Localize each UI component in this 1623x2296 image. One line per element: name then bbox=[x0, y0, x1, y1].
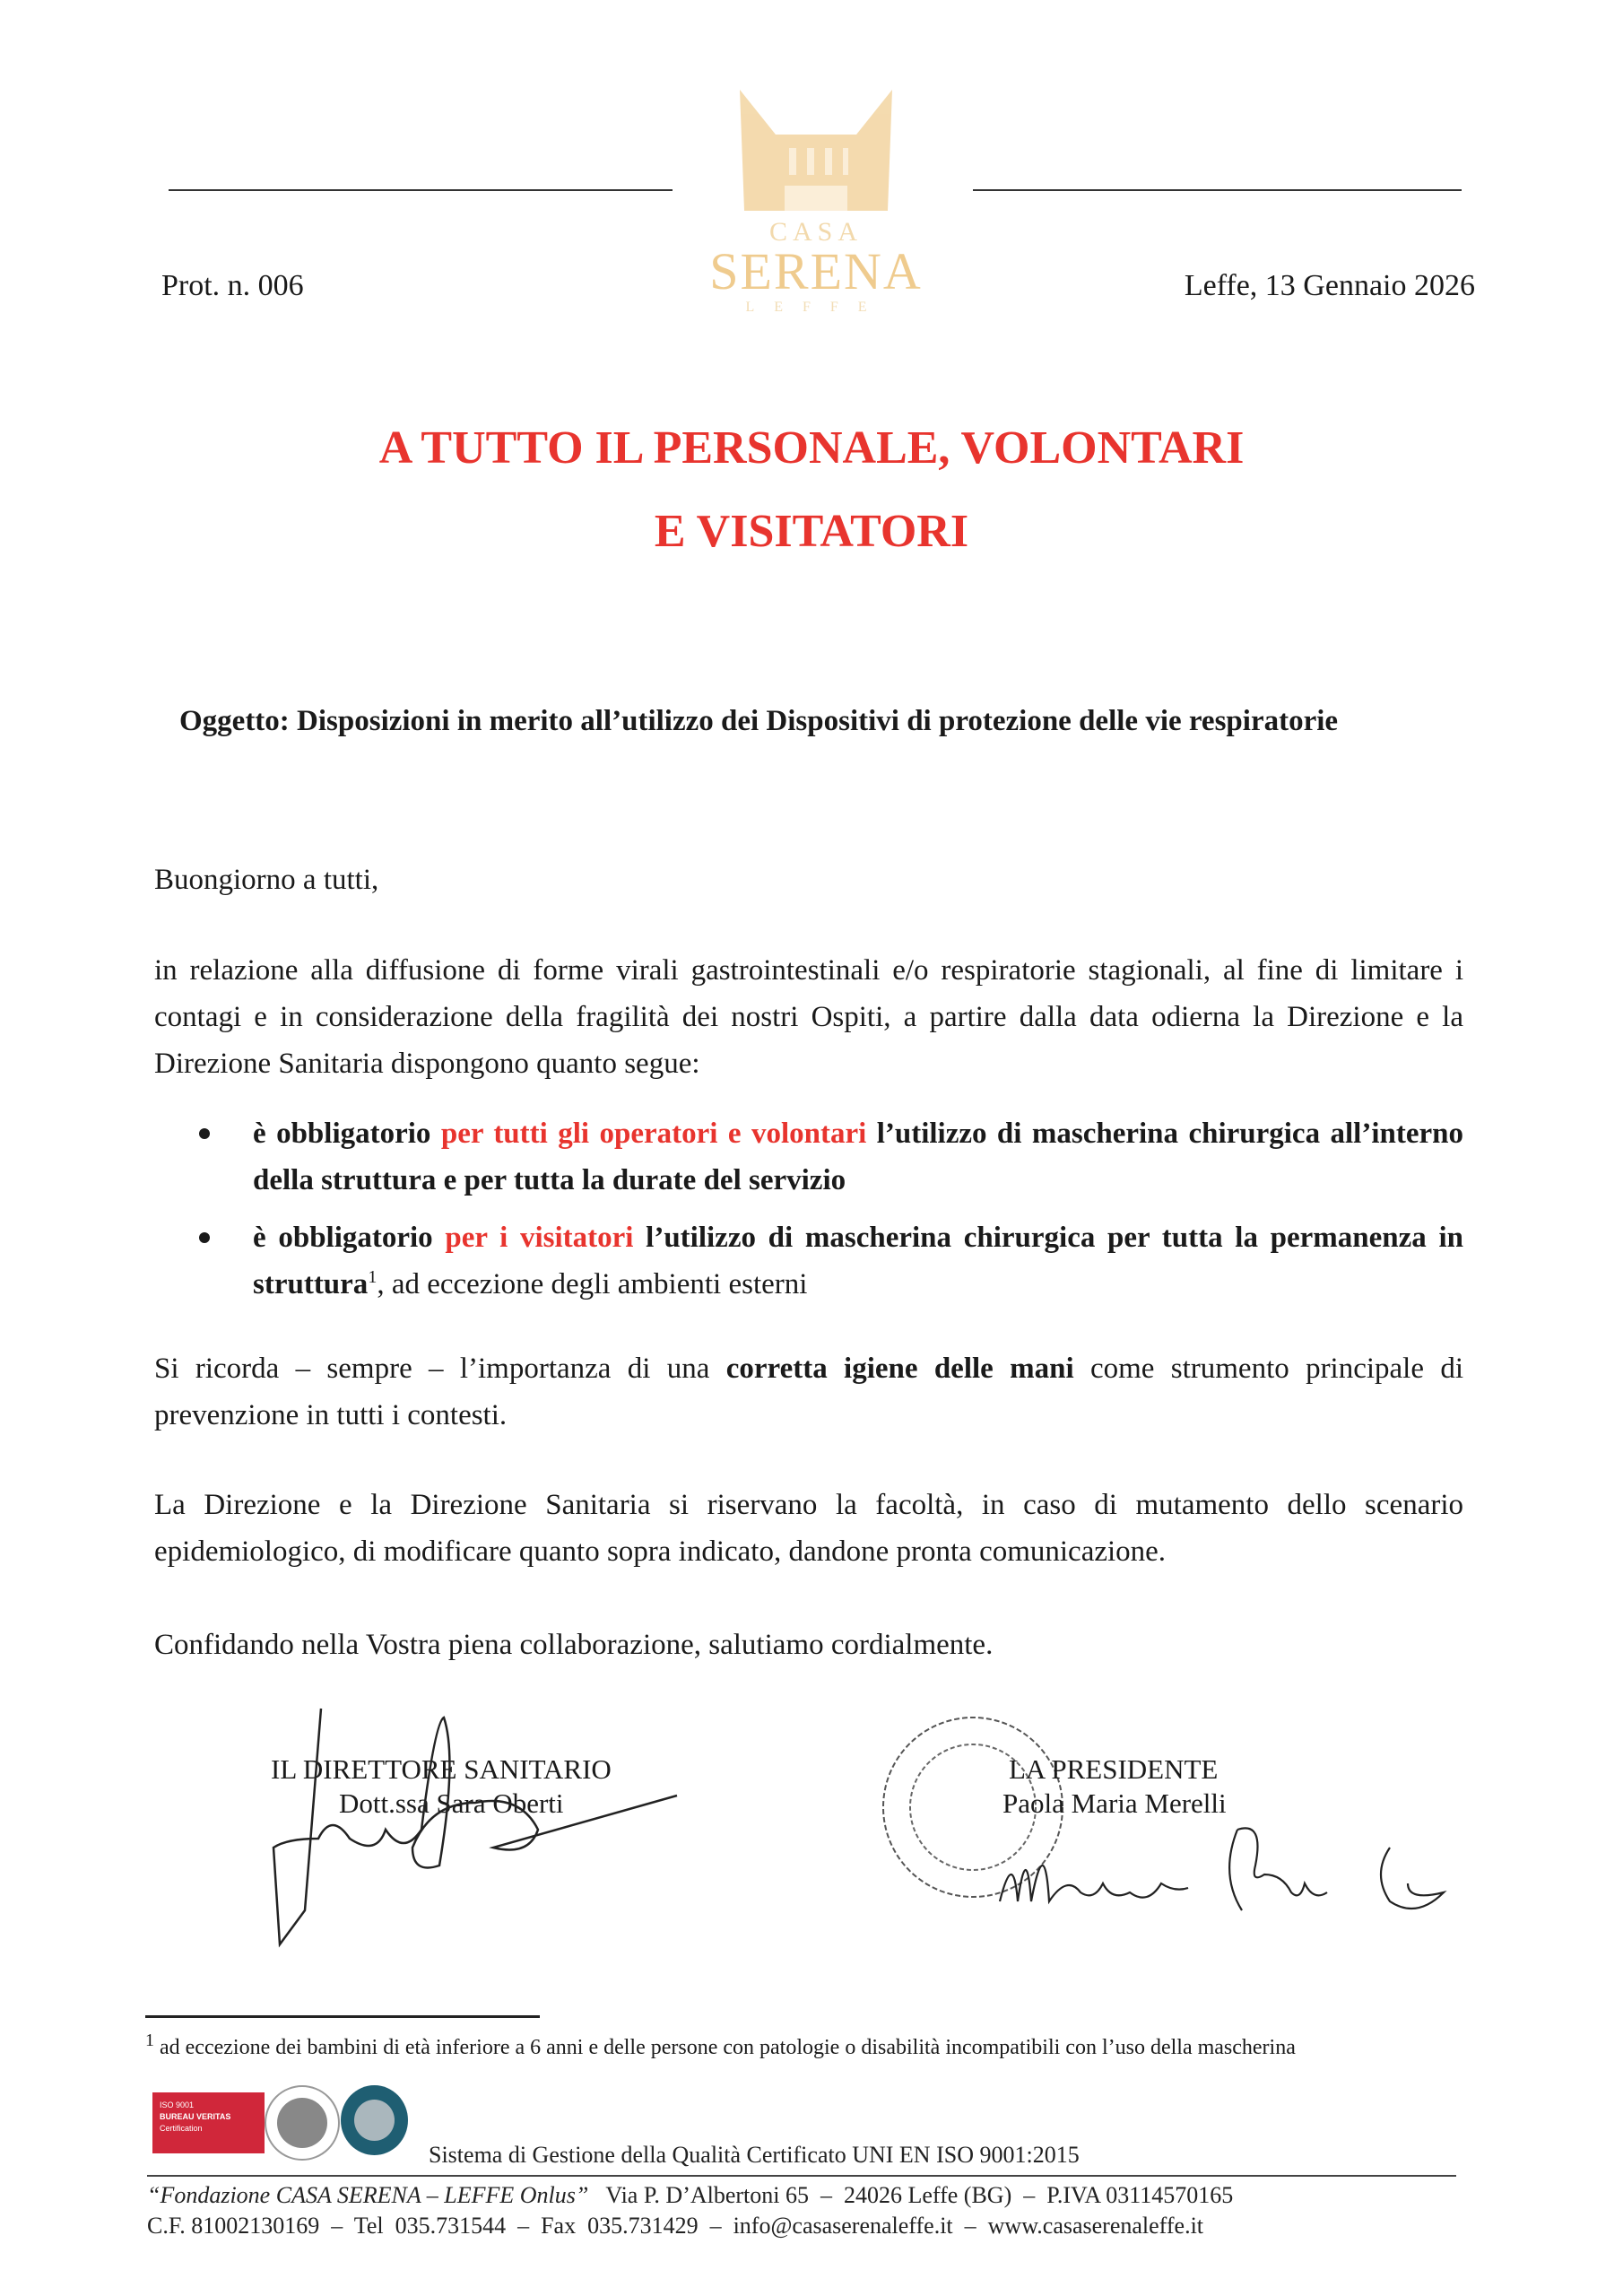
signatory-left-name: Dott.ssa Sara Oberti bbox=[339, 1787, 564, 1819]
place-date: Leffe, 13 Gennaio 2026 bbox=[1184, 269, 1475, 302]
bureau-veritas-badge bbox=[152, 2092, 265, 2153]
bullet-icon bbox=[199, 1232, 210, 1243]
header-rule-right bbox=[973, 189, 1462, 191]
signatory-right-title: LA PRESIDENTE bbox=[1009, 1753, 1219, 1785]
footnote-rule bbox=[145, 2015, 540, 2018]
badge-bv-text: BUREAU VERITAS bbox=[160, 2112, 231, 2121]
bullet-icon bbox=[199, 1128, 210, 1139]
badge-cert-text: Certification bbox=[160, 2124, 203, 2133]
footer-org-name: “Fondazione CASA SERENA – LEFFE Onlus” bbox=[147, 2182, 589, 2208]
bureau-veritas-seal-icon bbox=[265, 2085, 340, 2161]
footer-contact-line: C.F. 81002130169 – Tel 035.731544 – Fax 035.731429 – info@casaserenaleffe.it – www.casaserenaleffe.it bbox=[147, 2213, 1204, 2239]
signatory-left-title: IL DIRETTORE SANITARIO bbox=[271, 1753, 612, 1785]
list-item bbox=[199, 1214, 1463, 1308]
hygiene-text-pre: Si ricorda – sempre – l’importanza di una bbox=[154, 1352, 726, 1385]
bullet-body: l’utilizzo di mascherina chirurgica per tutta la permanenza in struttura bbox=[253, 1222, 1463, 1300]
villa-building-icon bbox=[735, 85, 897, 215]
accredia-seal-icon bbox=[341, 2085, 408, 2155]
title-line-1: A TUTTO IL PERSONALE, VOLONTARI bbox=[378, 422, 1245, 474]
signatory-right-name: Paola Maria Merelli bbox=[1002, 1787, 1227, 1819]
footnote-text: ad eccezione dei bambini di età inferiore a 6 anni e delle persone con patologie o disabilità incompatibili con l’uso della mascherina bbox=[154, 2036, 1296, 2059]
footnote-reference[interactable]: 1 bbox=[368, 1267, 378, 1287]
logo-casa-text: CASA bbox=[768, 217, 864, 247]
protocol-number: Prot. n. 006 bbox=[161, 269, 304, 302]
header-rule-left bbox=[169, 189, 673, 191]
handwritten-signature-right bbox=[995, 1821, 1480, 1919]
bullet-highlight: per i visitatori bbox=[445, 1222, 634, 1254]
bullet-tail: , ad eccezione degli ambienti esterni bbox=[377, 1268, 808, 1300]
quality-certification: Sistema di Gestione della Qualità Certificato UNI EN ISO 9001:2015 bbox=[429, 2142, 1080, 2168]
closing-paragraph: Confidando nella Vostra piena collaborazione, salutiamo cordialmente. bbox=[154, 1629, 994, 1661]
footer-address: Via P. D’Albertoni 65 – 24026 Leffe (BG) – P.IVA 03114570165 bbox=[588, 2182, 1234, 2208]
hygiene-text-bold: corretta igiene delle mani bbox=[725, 1352, 1074, 1385]
bullet-body: l’utilizzo di mascherina chirurgica all’interno della struttura e per tutta la durate del servizio bbox=[253, 1118, 1463, 1196]
bullet-prefix: è obbligatorio bbox=[253, 1118, 441, 1150]
logo-serena-text: SERENA bbox=[709, 242, 923, 300]
badge-iso-text: ISO 9001 bbox=[160, 2100, 195, 2109]
hygiene-text-post: come strumento principale di prevenzione in tutti i contesti. bbox=[154, 1352, 1463, 1431]
greeting: Buongiorno a tutti, bbox=[154, 864, 379, 896]
footer-rule bbox=[147, 2175, 1456, 2177]
handwritten-signature-left bbox=[251, 1704, 807, 1973]
provisions-list bbox=[199, 1110, 1463, 1318]
casa-serena-logo bbox=[708, 85, 924, 323]
list-item bbox=[199, 1110, 1463, 1204]
intro-paragraph: in relazione alla diffusione di forme virali gastrointestinali e/o respiratorie stagionali, al fine di limitare i contagi e in considerazione della fragilità dei nostri Ospiti, a partire dalla data odierna la Direzione e la Direzione Sanitaria dispongono quanto segue: bbox=[154, 954, 1463, 1080]
bullet-highlight: per tutti gli operatori e volontari bbox=[440, 1118, 867, 1150]
footnote bbox=[145, 2031, 1296, 2060]
subject-line: Oggetto: Disposizioni in merito all’utilizzo dei Dispositivi di protezione delle vie respiratorie bbox=[179, 705, 1339, 737]
title-line-2: E VISITATORI bbox=[654, 506, 969, 557]
bullet-prefix: è obbligatorio bbox=[253, 1222, 446, 1254]
reserve-paragraph: La Direzione e la Direzione Sanitaria si riservano la facoltà, in caso di mutamento dello scenario epidemiologico, di modificare quanto sopra indicato, dandone pronta comunicazione. bbox=[154, 1489, 1463, 1568]
hygiene-paragraph bbox=[154, 1345, 1463, 1439]
logo-leffe-text: LEFFE bbox=[745, 300, 887, 315]
footer-address-line bbox=[147, 2182, 1233, 2209]
footnote-mark: 1 bbox=[145, 2031, 154, 2050]
